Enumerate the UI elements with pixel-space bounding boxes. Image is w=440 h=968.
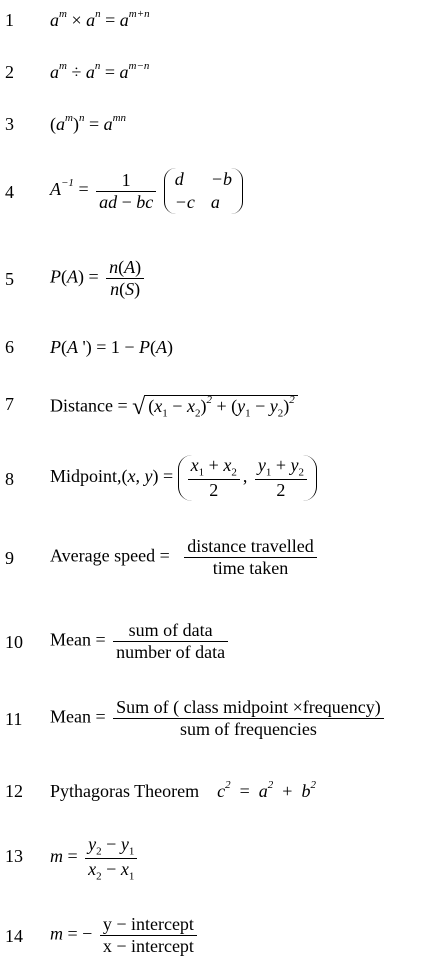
formula-label: Average speed =	[50, 545, 170, 566]
formula-label: Midpoint,	[50, 465, 122, 486]
formula-label: Mean =	[50, 706, 106, 727]
formula-number: 7	[5, 394, 14, 414]
fraction: $\frac{n(A)}{n(S)}$	[106, 257, 144, 300]
formula-label: Distance =	[50, 395, 128, 416]
formula-label: Pythagoras Theorem	[50, 781, 200, 801]
formula-expression: $a^m \div a^n = a^{m-n}$	[50, 60, 150, 82]
matrix: d −b −c a	[164, 168, 243, 214]
fraction: $\frac{1}{ad - bc}$	[96, 170, 156, 213]
formula-number: 5	[5, 269, 14, 289]
formula-expression: $(a^m)^n = a^{mn}$	[50, 112, 127, 134]
fraction: $\frac{\text{y − intercept}}{\text{x − intercept}}$	[100, 914, 197, 957]
formula-number: 2	[5, 62, 14, 82]
square-root: √ $(x_1 - x_2)^2 + (y_1 - y_2)^2$	[132, 394, 298, 421]
formula-expression	[50, 536, 320, 579]
formula-expression: m = $\frac{y_2 - y_1}{x_2 - x_1}$	[50, 834, 140, 882]
fraction: $\frac{\text{Sum of ( class midpoint ×frequency)}}{\text{sum of frequencies}}$	[113, 697, 384, 740]
formula-expression	[50, 394, 298, 421]
fraction: $\frac{\text{distance travelled}}{\text{time taken}}$	[184, 536, 316, 579]
formula-label: Mean =	[50, 629, 106, 650]
formula-expression	[50, 697, 387, 740]
formula-expression	[50, 620, 231, 663]
formula-number: 14	[5, 926, 23, 946]
fraction: $\frac{y_2 - y_1}{x_2 - x_1}$	[85, 834, 137, 882]
fraction: $\frac{\text{sum of data}}{\text{number of data}}$	[113, 620, 228, 663]
formula-expression: P(A) = $\frac{n(A)}{n(S)}$	[50, 257, 147, 300]
formula-number: 4	[5, 182, 14, 202]
formula-number: 8	[5, 469, 14, 489]
formula-expression: $A^{-1}$ = $\frac{1}{ad - bc}$ d −b −c a	[50, 168, 243, 214]
formula-expression: Pythagoras Theorem $c^2 = a^2 + b^2$	[50, 779, 316, 801]
formula-expression: P(A ') = 1 − P(A)	[50, 337, 174, 357]
formula-number: 6	[5, 337, 14, 357]
formula-number: 10	[5, 632, 23, 652]
formula-number: 9	[5, 548, 14, 568]
formula-number: 12	[5, 781, 23, 801]
formula-expression: m = − $\frac{\text{y − intercept}}{\text{x − intercept}}$	[50, 914, 200, 957]
formula-expression: $a^m \times a^n = a^{m+n}$	[50, 8, 150, 30]
formula-number: 13	[5, 846, 23, 866]
formula-number: 11	[5, 709, 23, 729]
formula-number: 1	[5, 10, 14, 30]
formula-number: 3	[5, 114, 14, 134]
paren-group: $\frac{x_1 + x_2}{2}$ , $\frac{y_1 + y_2}{2}$	[178, 455, 317, 501]
formula-expression: Midpoint,(x, y) = $\frac{x_1 + x_2}{2}$ , $\frac{y_1 + y_2}{2}$	[50, 455, 317, 501]
